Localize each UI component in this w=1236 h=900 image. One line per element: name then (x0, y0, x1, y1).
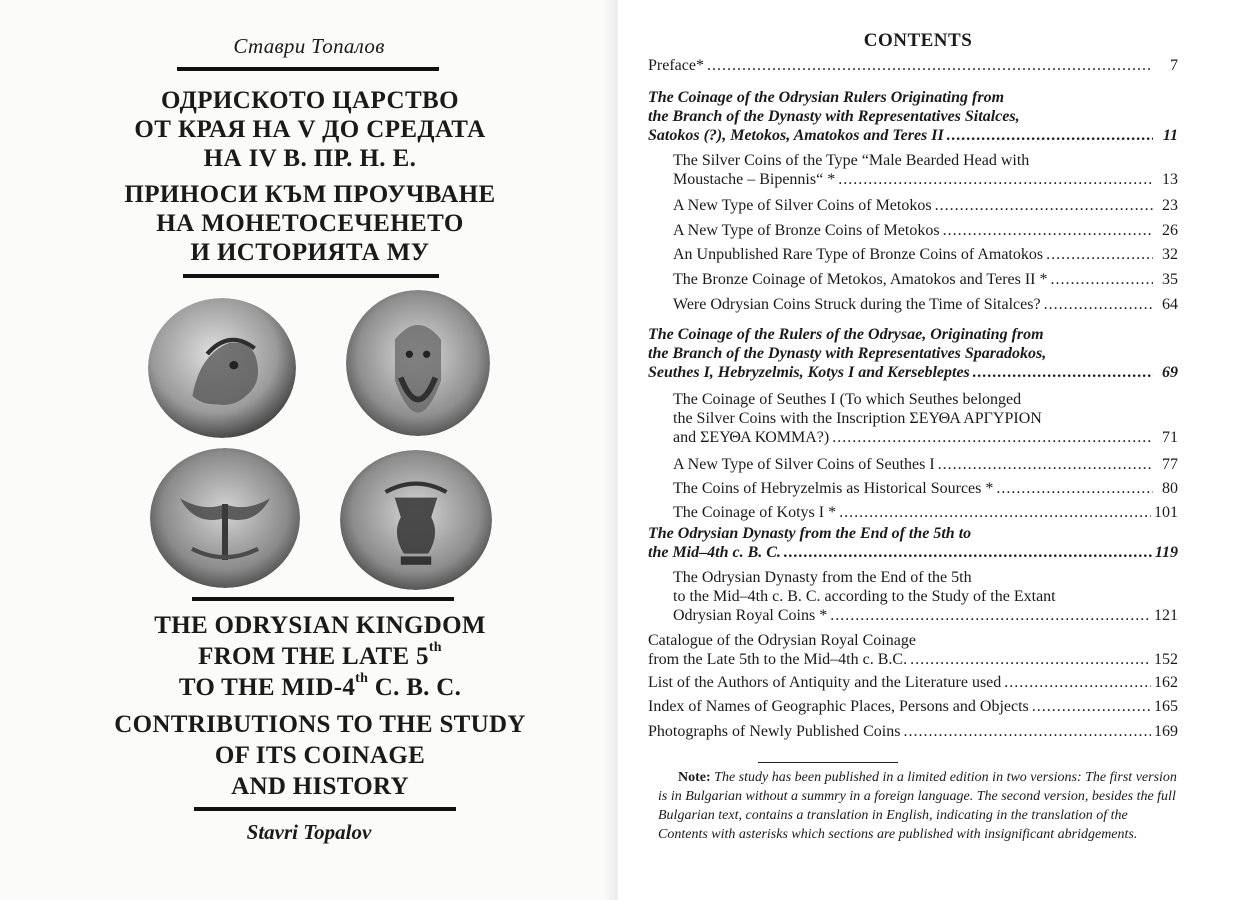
toc-entry (648, 697, 1178, 716)
toc-dot-leader (832, 428, 1153, 447)
toc-dot-leader (943, 221, 1153, 240)
toc-entry (648, 479, 1178, 498)
toc-dot-leader (947, 126, 1153, 145)
contents-page (618, 0, 1236, 900)
coin-photo-double-axe (150, 448, 300, 588)
toc-entry (648, 503, 1178, 522)
toc-dot-leader (830, 606, 1151, 625)
toc-entry-line: Catalogue of the Odrysian Royal Coinage (648, 632, 916, 649)
toc-dot-leader (1044, 295, 1153, 314)
toc-entry-line: the Branch of the Dynasty with Representatives Sparadokos, (648, 345, 1047, 362)
subtitle-bg-line: НА МОНЕТОСЕЧЕНЕТО (156, 210, 464, 237)
toc-entry (648, 196, 1178, 215)
toc-page-number: 152 (1154, 651, 1178, 668)
toc-page-number: 169 (1154, 723, 1178, 740)
toc-entry-title: A New Type of Silver Coins of Seuthes I (673, 456, 935, 473)
toc-dot-leader (838, 170, 1153, 189)
toc-entry (648, 151, 1178, 189)
toc-dot-leader (935, 196, 1153, 215)
subtitle-en-line: AND HISTORY (231, 773, 409, 800)
cover-subtitle-bg (90, 180, 530, 267)
toc-entry (648, 245, 1178, 264)
toc-page-number: 71 (1162, 429, 1178, 446)
toc-entry (648, 390, 1178, 447)
toc-entry-title: Seuthes I, Hebryzelmis, Kotys I and Kersebleptes (648, 364, 970, 381)
toc-entry-title: The Coinage of Kotys I * (673, 504, 837, 521)
toc-page-number: 69 (1162, 364, 1178, 381)
toc-entry-line: The Coinage of Seuthes I (To which Seuthes belonged (673, 391, 1022, 408)
toc-page-number: 64 (1162, 296, 1178, 313)
toc-page-number: 32 (1162, 246, 1178, 263)
toc-dot-leader (784, 543, 1152, 562)
toc-entry-title: The Coins of Hebryzelmis as Historical Sources * (673, 480, 994, 497)
toc-entry-title: Were Odrysian Coins Struck during the Time of Sitalces? (673, 296, 1041, 313)
cover-title-en (80, 610, 560, 703)
toc-entry (648, 722, 1178, 741)
toc-section (648, 325, 1178, 382)
toc-entry-title: from the Late 5th to the Mid–4th c. B.C. (648, 651, 908, 668)
toc-page-number: 11 (1162, 127, 1178, 144)
toc-section (648, 88, 1178, 145)
toc-entry-title: Index of Names of Geographic Places, Persons and Objects (648, 698, 1029, 715)
note-label: Note: (678, 770, 711, 785)
toc-entry-line: the Branch of the Dynasty with Representatives Sitalces, (648, 108, 1020, 125)
toc-dot-leader (910, 650, 1151, 669)
cover-author-en: Stavri Topalov (246, 820, 372, 844)
toc-entry-title: An Unpublished Rare Type of Bronze Coins of Amatokos (673, 246, 1044, 263)
title-en-line: TO THE MID-4th C. B. C. (178, 671, 462, 701)
contents-heading: CONTENTS (863, 30, 973, 51)
toc-entry-title: and ΣΕΥΘΑ ΚΟΜΜΑ?) (673, 429, 830, 446)
toc-entry-title: A New Type of Silver Coins of Metokos (673, 197, 932, 214)
toc-dot-leader (1004, 673, 1151, 692)
toc-entry-line: The Silver Coins of the Type “Male Bearded Head with (673, 152, 1030, 169)
title-bg-line: ОДРИСКОТО ЦАРСТВО (161, 87, 459, 114)
toc-dot-leader (707, 56, 1153, 75)
toc-entry-title: Moustache – Bipennis“ * (673, 171, 836, 188)
toc-dot-leader (996, 479, 1153, 498)
note-text: The study has been published in a limited edition in two versions: The first version is in Bulgarian without a summry in a foreign language. The second version, besides the full Bulgarian text, contains a translation in English, indicating in the translation of the Contents with asterisks which sections are published with insignificant abridgements. (658, 770, 1177, 842)
toc-dot-leader (1046, 245, 1153, 264)
subtitle-bg-line: И ИСТОРИЯТА МУ (190, 239, 430, 266)
toc-page-number: 80 (1162, 480, 1178, 497)
toc-entry-title: Satokos (?), Metokos, Amatokos and Teres II (648, 127, 944, 144)
toc-page-number: 13 (1162, 171, 1178, 188)
title-bg-line: НА IV В. ПР. Н. Е. (203, 145, 417, 172)
divider (183, 274, 439, 278)
toc-entry-line: The Odrysian Dynasty from the End of the 5th to (648, 525, 972, 542)
note (658, 768, 1178, 844)
coin-photo-vessel (340, 450, 492, 590)
toc-entry-title: Odrysian Royal Coins * (673, 607, 828, 624)
toc-page-number: 165 (1154, 698, 1178, 715)
toc-page-number: 162 (1154, 674, 1178, 691)
toc-page-number: 7 (1170, 57, 1178, 74)
toc-entry (648, 673, 1178, 692)
divider (177, 67, 439, 71)
cover-subtitle-en (80, 709, 560, 802)
toc-entry (648, 221, 1178, 240)
toc-entry (648, 295, 1178, 314)
subtitle-bg-line: ПРИНОСИ КЪМ ПРОУЧВАНЕ (124, 181, 496, 208)
toc-entry-line: The Coinage of the Rulers of the Odrysae, Originating from (648, 326, 1044, 343)
coin-photo-bearded-head (346, 290, 490, 436)
toc-entry-title: Preface* (648, 57, 704, 74)
toc-entry-line: the Silver Coins with the Inscription ΣΕΥΘΑ ΑΡΓΥΡΙΟΝ (673, 410, 1042, 427)
toc-dot-leader (1032, 697, 1151, 716)
toc-page-number: 35 (1162, 271, 1178, 288)
toc-dot-leader (973, 363, 1153, 382)
toc-dot-leader (903, 722, 1151, 741)
toc-page-number: 119 (1154, 544, 1178, 561)
toc-page-number: 101 (1154, 504, 1178, 521)
coin-photos (140, 290, 500, 590)
toc-entry-line: The Odrysian Dynasty from the End of the 5th (673, 569, 972, 586)
toc-entry-title: The Bronze Coinage of Metokos, Amatokos and Teres II * (673, 271, 1048, 288)
cover-author-bg: Ставри Топалов (233, 34, 385, 58)
toc-dot-leader (938, 455, 1153, 474)
toc-entry (648, 455, 1178, 474)
coin-photo-obverse-head (148, 298, 296, 438)
title-bg-line: ОТ КРАЯ НА V ДО СРЕДАТА (134, 116, 486, 143)
toc-entry-title: Photographs of Newly Published Coins (648, 723, 901, 740)
toc-entry (648, 568, 1178, 625)
toc-entry-line: The Coinage of the Odrysian Rulers Originating from (648, 89, 1005, 106)
toc-page-number: 77 (1162, 456, 1178, 473)
toc-page-number: 26 (1162, 222, 1178, 239)
toc-entry (648, 270, 1178, 289)
toc-page-number: 23 (1162, 197, 1178, 214)
divider (192, 597, 454, 601)
note-divider (758, 762, 898, 763)
divider (194, 807, 456, 811)
toc-entry (648, 56, 1178, 75)
cover-title-bg (90, 86, 530, 173)
toc-entry-title: A New Type of Bronze Coins of Metokos (673, 222, 940, 239)
toc-section (648, 524, 1178, 562)
toc-dot-leader (839, 503, 1151, 522)
toc-entry-line: to the Mid–4th c. B. C. according to the Study of the Extant (673, 588, 1056, 605)
toc-dot-leader (1051, 270, 1154, 289)
subtitle-en-line: OF ITS COINAGE (214, 742, 426, 769)
title-en-line: THE ODRYSIAN KINGDOM (154, 612, 486, 639)
toc-entry-title: List of the Authors of Antiquity and the Literature used (648, 674, 1002, 691)
toc-entry-title: the Mid–4th c. B. C. (648, 544, 781, 561)
toc-page-number: 121 (1154, 607, 1178, 624)
toc-entry (648, 631, 1178, 669)
subtitle-en-line: CONTRIBUTIONS TO THE STUDY (114, 711, 526, 738)
title-en-line: FROM THE LATE 5th (198, 640, 442, 670)
